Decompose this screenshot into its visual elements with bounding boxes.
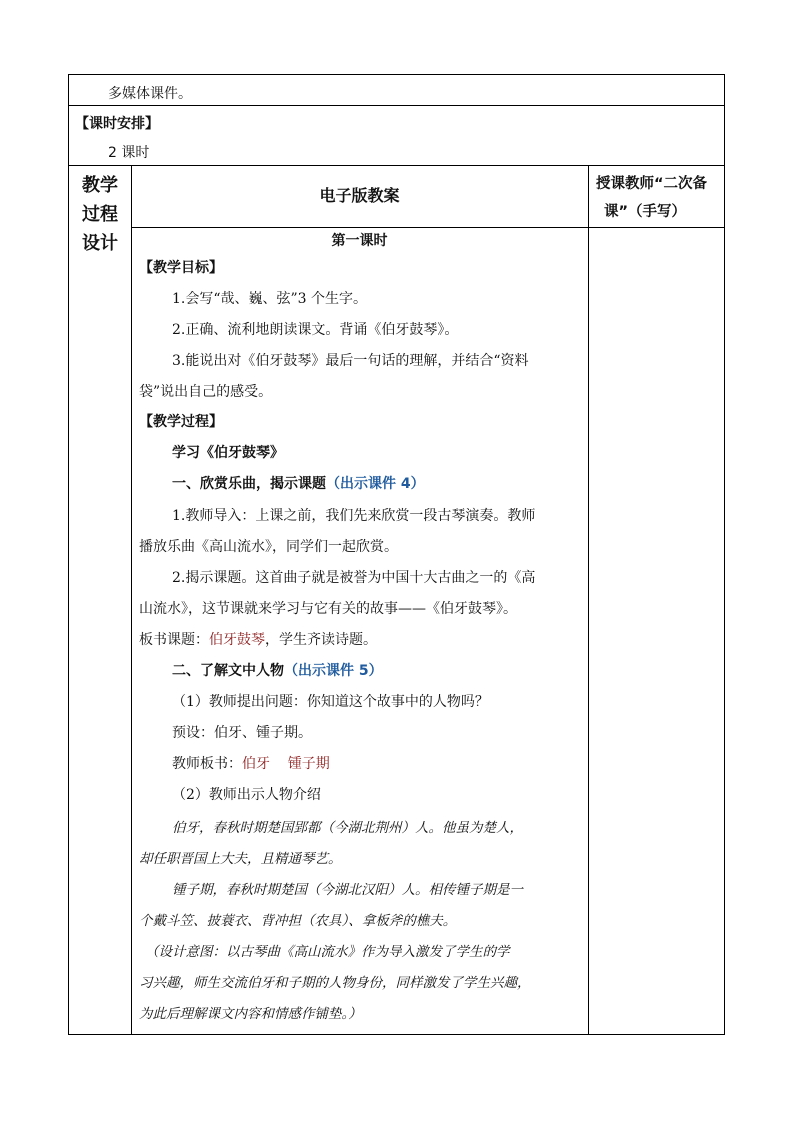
boya-intro-line-1: 伯牙，春秋时期楚国郢都（今湖北荆州）人。他虽为楚人， <box>172 820 523 836</box>
question-1: （1）教师提出问题：你知道这个故事中的人物吗？ <box>172 694 489 710</box>
zhong-intro-line-2: 个戴斗笠、披蓑衣、背冲担（农具）、拿板斧的樵夫。 <box>139 913 457 929</box>
section-1-para-2-line-2: 山流水》，这节课就来学习与它有关的故事——《伯牙鼓琴》。 <box>139 601 517 617</box>
schedule-heading: 【课时安排】 <box>75 116 159 132</box>
goal-3-line-1: 3.能说出对《伯牙鼓琴》最后一句话的理解，并结合“资料 <box>172 353 529 369</box>
lesson-title: 第一课时 <box>331 233 388 249</box>
materials-text: 多媒体课件。 <box>108 86 192 102</box>
right-col-header-1: 授课教师“二次备 <box>596 176 708 192</box>
goal-3-line-2: 袋”说出自己的感受。 <box>139 384 273 400</box>
preset-answer: 预设：伯牙、锺子期。 <box>172 725 312 741</box>
section-1-para-1-line-1: 1.教师导入：上课之前，我们先来欣赏一段古琴演奏。教师 <box>172 508 536 524</box>
table-divider <box>131 227 725 228</box>
section-1-title: 一、欣赏乐曲，揭示课题 <box>172 476 326 492</box>
section-2-courseware-note: （出示课件 5） <box>284 663 383 679</box>
section-1-heading <box>172 474 425 494</box>
right-col-header-2: 课”（手写） <box>604 204 687 220</box>
table-divider <box>68 105 725 106</box>
table-divider <box>68 165 725 166</box>
board2-names: 伯牙 锺子期 <box>242 756 330 772</box>
table-border-bottom <box>68 1034 725 1035</box>
design-intent-line-1: （设计意图：以古琴曲《高山流水》作为导入激发了学生的学 <box>145 944 510 960</box>
schedule-value: 2 课时 <box>108 145 150 161</box>
section-1-para-1-line-2: 播放乐曲《高山流水》，同学们一起欣赏。 <box>139 539 398 555</box>
process-heading: 【教学过程】 <box>139 414 223 430</box>
boya-intro-line-2: 却任职晋国上大夫，且精通琴艺。 <box>139 851 342 867</box>
board-prefix: 板书课题： <box>139 632 209 648</box>
section-1-courseware-note: （出示课件 4） <box>326 476 425 492</box>
table-col-divider <box>131 165 132 1035</box>
section-1-para-2-line-1: 2.揭示课题。这首曲子就是被誉为中国十大古曲之一的《高 <box>172 570 536 586</box>
left-col-label-3: 设计 <box>82 233 118 254</box>
table-border-top <box>68 74 725 75</box>
zhong-intro-line-1: 锺子期，春秋时期楚国（今湖北汉阳）人。相传锺子期是一 <box>172 882 523 898</box>
question-2: （2）教师出示人物介绍 <box>172 787 321 803</box>
board-suffix: ，学生齐读诗题。 <box>265 632 377 648</box>
design-intent-line-2: 习兴趣，师生交流伯牙和子期的人物身份，同样激发了学生兴趣， <box>139 975 531 991</box>
design-intent-line-3: 为此后理解课文内容和情感作铺垫。） <box>139 1006 362 1022</box>
study-title: 学习《伯牙鼓琴》 <box>172 445 284 461</box>
left-col-label-1: 教学 <box>82 175 118 196</box>
goal-1: 1.会写“哉、巍、弦”3 个生字。 <box>172 291 368 307</box>
section-2-heading <box>172 661 383 681</box>
page-title: 电子版教案 <box>319 186 400 205</box>
goal-2: 2.正确、流利地朗读课文。背诵《伯牙鼓琴》。 <box>172 322 459 338</box>
left-col-label-2: 过程 <box>82 204 118 225</box>
board-names-line <box>172 754 330 774</box>
board-title: 伯牙鼓琴 <box>209 632 265 648</box>
table-border-left <box>68 74 69 1035</box>
table-border-right <box>724 74 725 1035</box>
board2-prefix: 教师板书： <box>172 756 242 772</box>
table-col-divider <box>588 165 589 1035</box>
goals-heading: 【教学目标】 <box>139 260 223 276</box>
board-title-line <box>139 630 377 650</box>
section-2-title: 二、了解文中人物 <box>172 663 284 679</box>
